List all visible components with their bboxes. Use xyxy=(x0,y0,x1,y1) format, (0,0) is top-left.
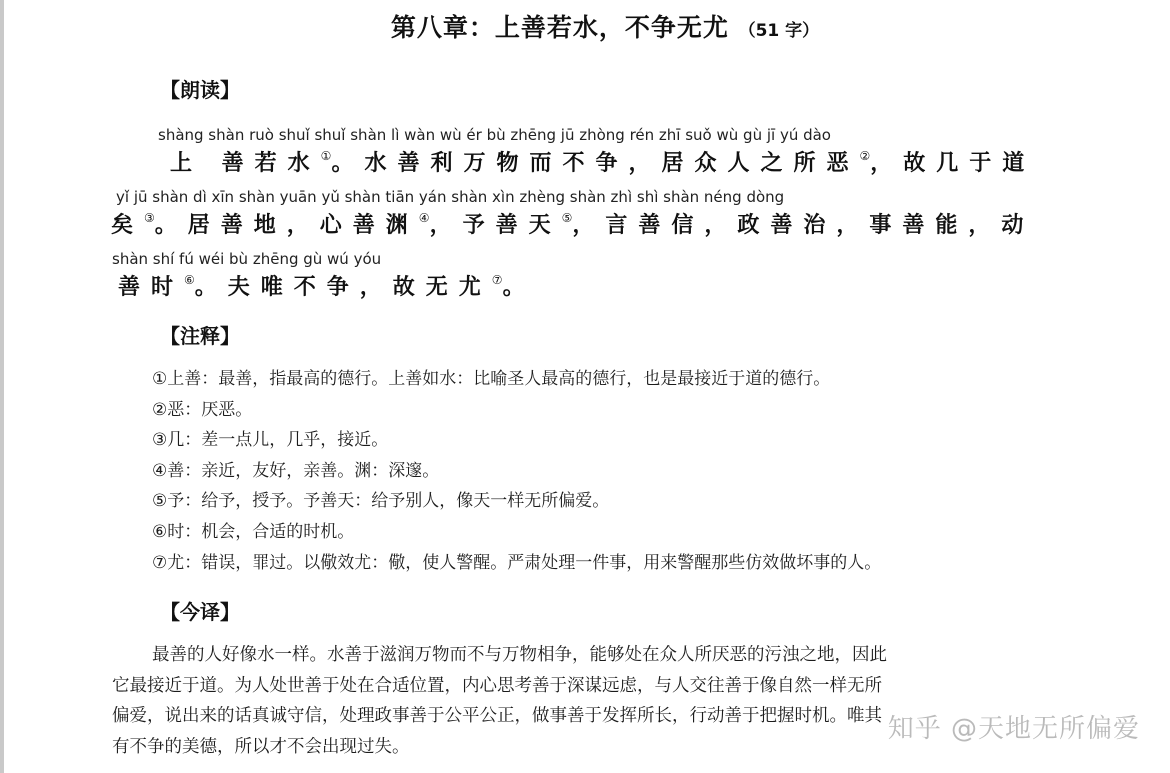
footnote-marker-5: ⑤ xyxy=(561,210,573,225)
note-item: ⑦尤：错误，罪过。以儆效尤：儆，使人警醒。严肃处理一件事，用来警醒那些仿效做坏事的人。 xyxy=(152,552,882,573)
translation-line: 有不争的美德，所以才不会出现过失。 xyxy=(112,736,410,757)
note-item: ⑥时：机会，合适的时机。 xyxy=(152,521,355,542)
translation-line: 最善的人好像水一样。水善于滋润万物而不与万物相争，能够处在众人所厌恶的污浊之地，因此 xyxy=(152,645,887,665)
reading-line-1 xyxy=(108,122,1036,182)
page-edge xyxy=(0,0,4,773)
translation-line: 偏爱，说出来的话真诚守信，处理政事善于公平公正，做事善于发挥所长，行动善于把握时机。唯其 xyxy=(112,706,882,727)
translation-line: 它最接近于道。为人处世善于处在合适位置，内心思考善于深谋远虑，与人交往善于像自然一样无所 xyxy=(112,675,882,696)
note-item: ①上善：最善，指最高的德行。上善如水：比喻圣人最高的德行，也是最接近于道的德行。 xyxy=(152,369,831,389)
text-line-3 xyxy=(118,270,536,301)
text-line-3-b: 。夫唯不争，故无尤 xyxy=(194,275,492,300)
reading-line-2 xyxy=(108,184,1035,244)
text-line-2-b: 。居善地，心善渊 xyxy=(154,213,419,238)
text-line-1-a: 上 善若水 xyxy=(170,151,321,176)
text-line-2 xyxy=(111,208,1034,239)
section-heading-translation: 【今译】 xyxy=(160,600,240,624)
text-line-3-a: 善时 xyxy=(118,275,185,300)
note-item: ④善：亲近，友好，亲善。渊：深邃。 xyxy=(152,460,440,481)
watermark: 知乎 @天地无所偏爱 xyxy=(887,714,1140,744)
text-line-2-d: ，言善信，政善治，事善能，动 xyxy=(572,213,1035,238)
footnote-marker-1: ① xyxy=(320,148,332,163)
text-line-2-c: ，予善天 xyxy=(429,213,562,238)
note-item: ②恶：厌恶。 xyxy=(152,399,253,420)
reading-line-3 xyxy=(108,246,1028,306)
footnote-marker-4: ④ xyxy=(418,210,430,225)
notes-list xyxy=(152,364,1152,578)
footnote-marker-6: ⑥ xyxy=(184,272,195,287)
text-line-2-a: 矣 xyxy=(111,213,145,238)
footnote-marker-7: ⑦ xyxy=(491,272,503,287)
section-heading-notes: 【注释】 xyxy=(160,324,240,348)
text-line-1-c: ，故几于道 xyxy=(870,151,1036,176)
footnote-marker-2: ② xyxy=(859,148,871,163)
character-count: （51 字） xyxy=(738,21,820,41)
text-line-1-b: 。水善利万物而不争，居众人之所恶 xyxy=(331,151,860,176)
pinyin-line-1: shàng shàn ruò shuǐ shuǐ shàn lì wàn wù ér bù zhēng jū zhòng rén zhī suǒ wù gù jī yú dào xyxy=(158,126,831,144)
text-line-3-c: 。 xyxy=(502,275,536,300)
chapter-title xyxy=(0,8,1170,44)
note-item: ③几：差一点儿，几乎，接近。 xyxy=(152,430,389,451)
section-heading-reading: 【朗读】 xyxy=(160,78,240,102)
note-item: ⑤予：给予，授予。予善天：给予别人，像天一样无所偏爱。 xyxy=(152,491,610,512)
text-line-1 xyxy=(170,146,1035,177)
chapter-title-text: 第八章：上善若水，不争无尤 xyxy=(390,13,729,42)
pinyin-line-3: shàn shí fú wéi bù zhēng gù wú yóu xyxy=(112,250,382,268)
pinyin-line-2: yǐ jū shàn dì xīn shàn yuān yǔ shàn tiān yán shàn xìn zhèng shàn zhì shì shàn néng dòng xyxy=(116,188,785,206)
footnote-marker-3: ③ xyxy=(144,210,155,225)
